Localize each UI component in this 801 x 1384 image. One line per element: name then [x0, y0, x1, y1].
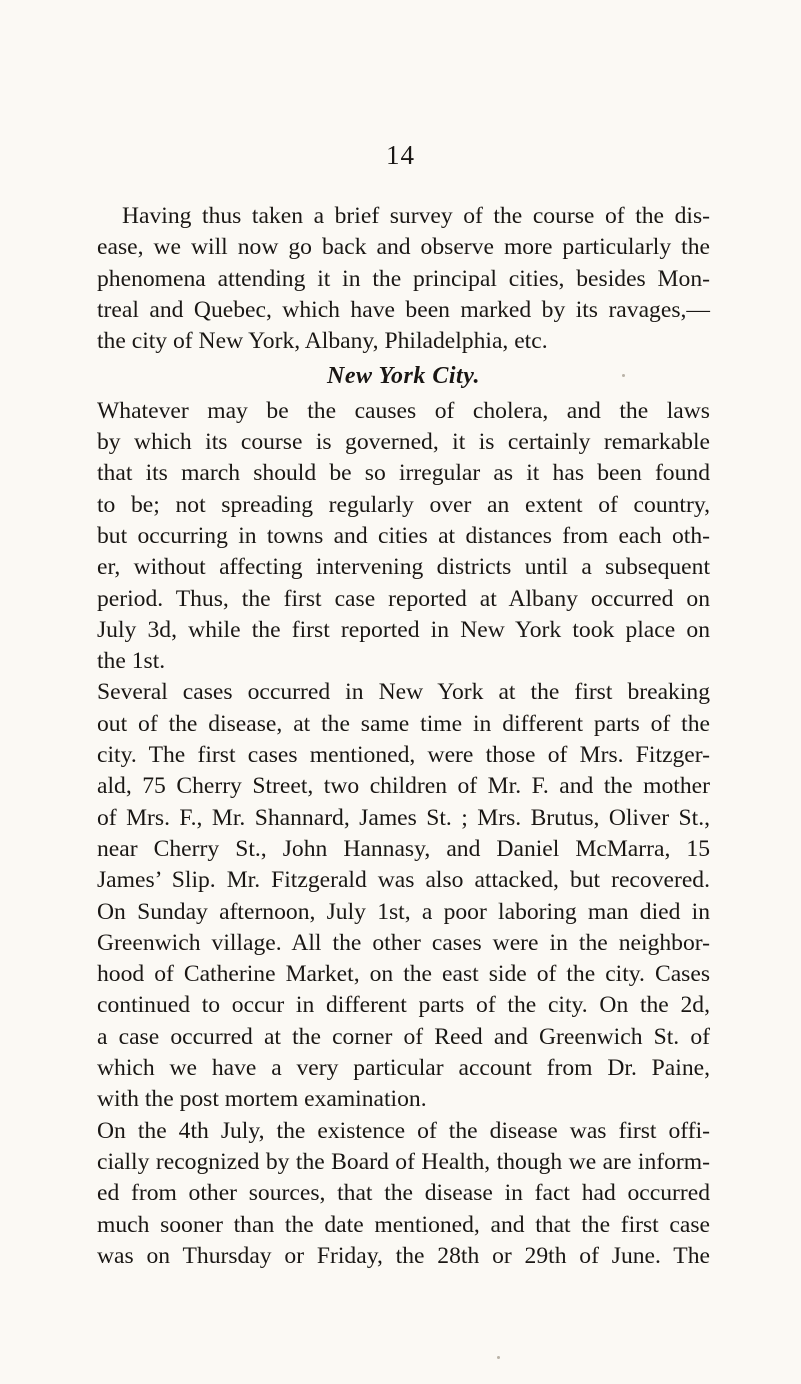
text-line: near Cherry St., John Hannasy, and Daniel McMarra, 15 — [97, 835, 710, 862]
text-line: to be; not spreading regularly over an extent of country, — [97, 491, 710, 518]
section-heading: New York City. — [326, 363, 480, 390]
text-line: continued to occur in different parts of the city. On the 2d, — [97, 992, 710, 1019]
text-line: treal and Quebec, which have been marked by its ravages,— — [97, 296, 710, 323]
text-line: phenomena attending it in the principal cities, besides Mon- — [97, 265, 710, 292]
text-line: Greenwich village. All the other cases were in the neighbor- — [97, 929, 710, 956]
text-line: ease, we will now go back and observe more particularly the — [97, 234, 710, 261]
text-line: ald, 75 Cherry Street, two children of Mr. F. and the mother — [97, 773, 710, 800]
text-line: much sooner than the date mentioned, and that the first case — [97, 1211, 710, 1238]
text-line: On Sunday afternoon, July 1st, a poor laboring man died in — [97, 898, 710, 925]
paper-speck — [622, 374, 625, 377]
text-line: the city of New York, Albany, Philadelphia, etc. — [97, 328, 548, 355]
page-text — [97, 201, 710, 1272]
text-line: was on Thursday or Friday, the 28th or 29th of June. The — [97, 1242, 710, 1269]
text-line: cially recognized by the Board of Health, though we are inform- — [97, 1148, 710, 1175]
text-line: that its march should be so irregular as it has been found — [97, 460, 710, 487]
text-line: but occurring in towns and cities at distances from each oth- — [97, 522, 710, 549]
text-line: which we have a very particular account from Dr. Paine, — [97, 1055, 710, 1082]
text-line: Whatever may be the causes of cholera, and the laws — [97, 397, 710, 424]
page-number: 14 — [386, 140, 415, 170]
text-line: period. Thus, the first case reported at Albany occurred on — [97, 585, 710, 612]
text-line: Several cases occurred in New York at the first breaking — [97, 679, 710, 706]
text-line: of Mrs. F., Mr. Shannard, James St. ; Mrs. Brutus, Oliver St., — [97, 804, 710, 831]
text-line: James’ Slip. Mr. Fitzgerald was also attacked, but recovered. — [97, 867, 710, 894]
text-line: Having thus taken a brief survey of the course of the dis- — [122, 203, 710, 229]
text-line: city. The first cases mentioned, were those of Mrs. Fitzger- — [97, 742, 710, 769]
text-line: with the post mortem examination. — [97, 1086, 427, 1113]
text-line: a case occurred at the corner of Reed and Greenwich St. of — [97, 1023, 710, 1050]
paper-speck — [497, 1356, 500, 1359]
text-line: the 1st. — [97, 648, 166, 675]
text-line: by which its course is governed, it is certainly remarkable — [97, 429, 710, 456]
text-line: July 3d, while the first reported in New York took place on — [97, 616, 710, 643]
text-line: er, without affecting intervening districts until a subsequent — [97, 554, 710, 581]
text-line: On the 4th July, the existence of the disease was first offi- — [97, 1117, 710, 1144]
text-line: hood of Catherine Market, on the east side of the city. Cases — [97, 961, 710, 988]
text-line: ed from other sources, that the disease in fact had occurred — [97, 1180, 710, 1207]
text-line: out of the disease, at the same time in different parts of the — [97, 710, 710, 737]
